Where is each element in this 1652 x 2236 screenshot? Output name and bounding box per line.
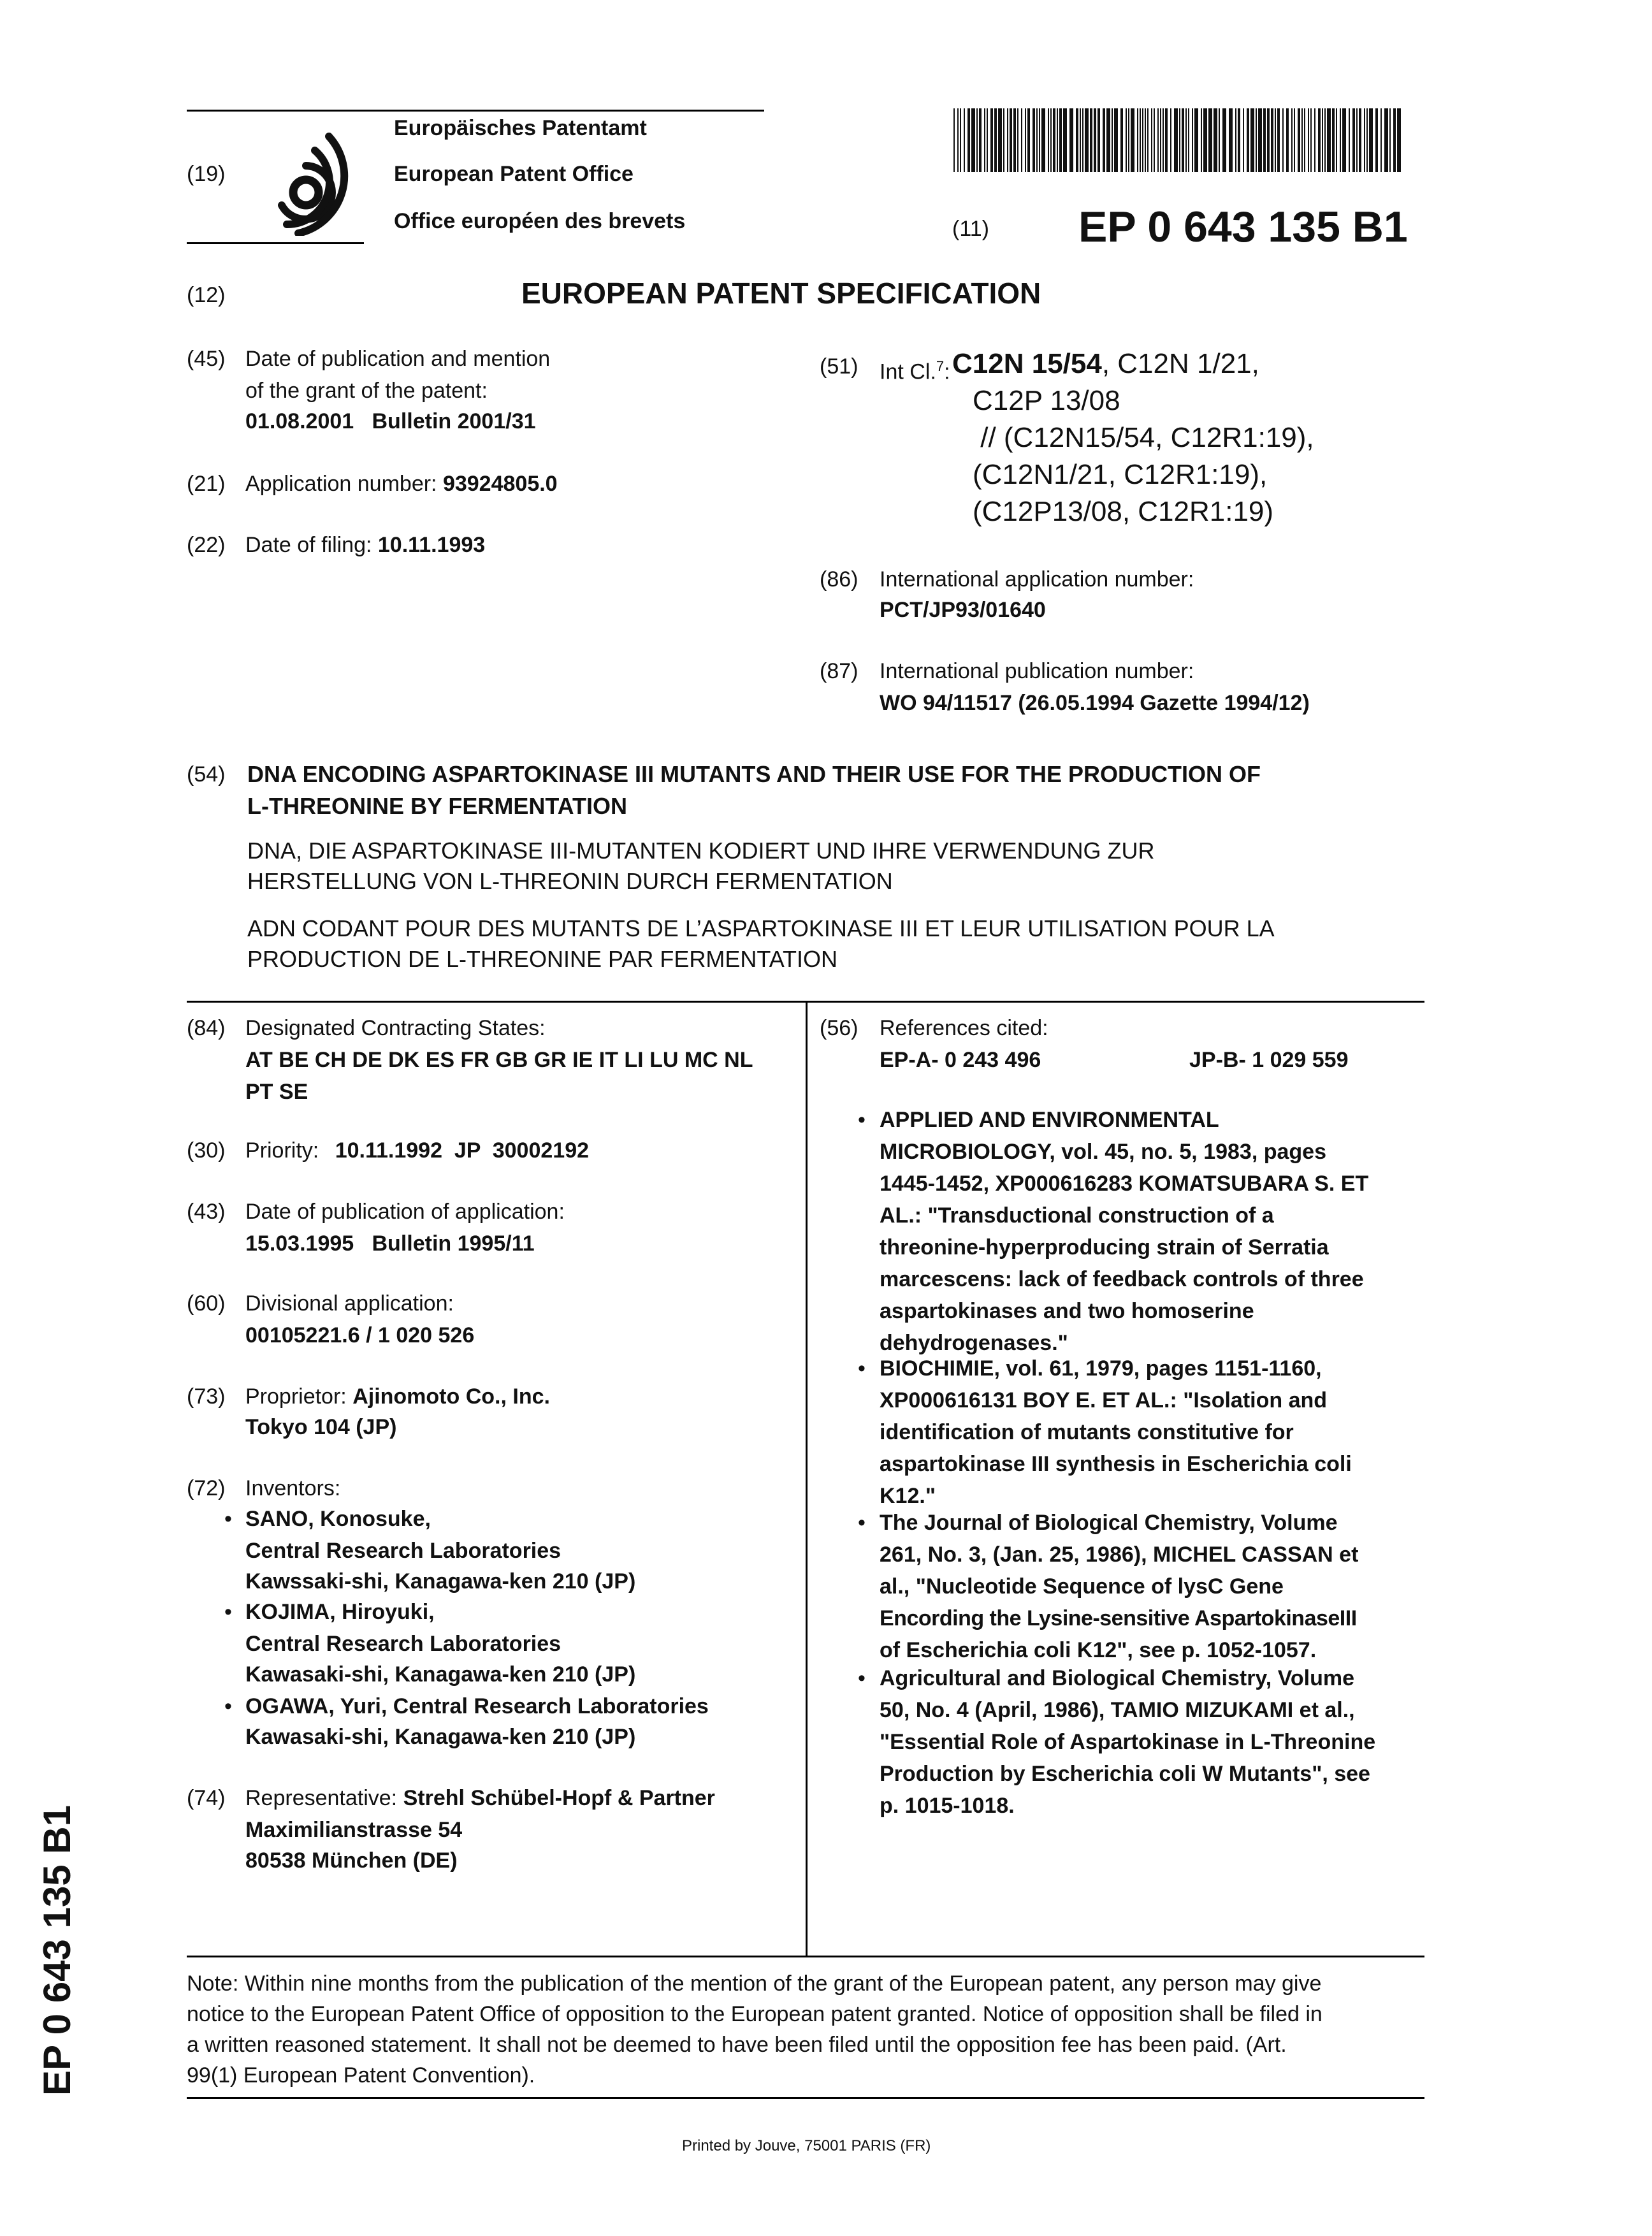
barcode-bar xyxy=(1059,108,1062,172)
reference-4 xyxy=(880,1662,1375,1822)
inid-60: (60) xyxy=(187,1291,226,1316)
inid-73: (73) xyxy=(187,1384,226,1409)
barcode-bar xyxy=(1140,108,1141,172)
barcode-bar xyxy=(1208,108,1212,172)
barcode-bar xyxy=(1229,108,1233,172)
barcode-bar xyxy=(1247,108,1249,172)
reference-3-line: 261, No. 3, (Jan. 25, 1986), MICHEL CASSAN et xyxy=(880,1543,1359,1567)
barcode-bar xyxy=(957,108,959,172)
epo-logo-icon xyxy=(268,121,370,236)
inid-86: (86) xyxy=(820,567,859,592)
barcode-bar xyxy=(1114,108,1118,172)
barcode-bar xyxy=(1053,108,1055,172)
barcode-bar xyxy=(1256,108,1257,172)
barcode-bar xyxy=(1120,108,1123,172)
barcode-bar xyxy=(998,108,1002,172)
grant-date-value: 01.08.2001 Bulletin 2001/31 xyxy=(245,409,536,433)
inid-19: (19) xyxy=(187,162,226,186)
grant-date-label-2: of the grant of the patent: xyxy=(245,379,488,403)
barcode-bar xyxy=(984,108,985,172)
representative xyxy=(245,1782,715,1814)
reference-1-line: marcescens: lack of feedback controls of three xyxy=(880,1267,1364,1291)
inid-43: (43) xyxy=(187,1200,226,1224)
inid-21: (21) xyxy=(187,472,226,496)
reference-4-line: Agricultural and Biological Chemistry, Volume xyxy=(880,1666,1354,1690)
barcode-bar xyxy=(1069,108,1073,172)
barcode-bar xyxy=(1154,108,1155,172)
inid-51: (51) xyxy=(820,354,859,379)
barcode-bar xyxy=(1397,108,1401,172)
barcode-bar xyxy=(1294,108,1295,172)
priority-value: 10.11.1992 JP 30002192 xyxy=(335,1138,590,1163)
barcode-bar xyxy=(1137,108,1138,172)
footer-rule xyxy=(187,2097,1424,2099)
barcode-bar xyxy=(964,108,965,172)
reference-1-line: AL.: "Transductional construction of a xyxy=(880,1203,1274,1228)
office-name-fr: Office européen des brevets xyxy=(394,209,686,233)
grant-date-label-1: Date of publication and mention xyxy=(245,347,551,371)
barcode-bar xyxy=(1103,108,1105,172)
barcode-bar xyxy=(1013,108,1016,172)
barcode-bar xyxy=(1352,108,1355,172)
designated-states-label: Designated Contracting States: xyxy=(245,1016,546,1040)
barcode-bar xyxy=(1238,108,1240,172)
barcode-bar xyxy=(1036,108,1038,172)
barcode-bar xyxy=(1277,108,1280,172)
inid-72: (72) xyxy=(187,1476,226,1500)
barcode-bar xyxy=(1282,108,1284,172)
barcode-bar xyxy=(1219,108,1220,172)
barcode-bar xyxy=(1314,108,1315,172)
barcode-bar xyxy=(1179,108,1180,172)
opposition-note xyxy=(187,1968,1424,2091)
barcode-bar xyxy=(1267,108,1270,172)
reference-1 xyxy=(880,1104,1368,1359)
title-en-line-1: DNA ENCODING ASPARTOKINASE III MUTANTS AND THEIR USE FOR THE PRODUCTION OF xyxy=(247,761,1261,787)
patent-reference-2: JP-B- 1 029 559 xyxy=(1189,1048,1349,1072)
reference-3-line: Encording the Lysine-sensitive AspartokinaseIII xyxy=(880,1606,1357,1630)
barcode-bar xyxy=(1250,108,1254,172)
note-line: a written reasoned statement. It shall not be deemed to have been filed until the opposition fee has been paid. (Art. xyxy=(187,2033,1287,2057)
intl-publication-label: International publication number: xyxy=(880,659,1194,683)
barcode-bar xyxy=(1080,108,1081,172)
barcode-bar xyxy=(1332,108,1335,172)
inventor-1-name: SANO, Konosuke, xyxy=(245,1507,431,1531)
patent-reference-1: EP-A- 0 243 496 xyxy=(880,1048,1041,1072)
barcode-bar xyxy=(1007,108,1008,172)
barcode-bar xyxy=(1098,108,1100,172)
title-de-line-2: HERSTELLUNG VON L-THREONIN DURCH FERMENTATION xyxy=(247,868,893,894)
inventor-1-address: Kawssaki-shi, Kanagawa-ken 210 (JP) xyxy=(245,1569,636,1594)
barcode-bar xyxy=(1271,108,1273,172)
barcode-bar xyxy=(1025,108,1026,172)
inventor-3-name: OGAWA, Yuri, Central Research Laboratories xyxy=(245,1694,709,1718)
barcode-bar xyxy=(1384,108,1388,172)
barcode-bar xyxy=(1032,108,1035,172)
inventor-2-bullet: • xyxy=(224,1600,232,1624)
barcode-bar xyxy=(1142,108,1143,172)
barcode-bar xyxy=(1243,108,1244,172)
barcode-bar xyxy=(1369,108,1373,172)
reference-2-line: XP000616131 BOY E. ET AL.: "Isolation and xyxy=(880,1388,1328,1412)
references-cited-label: References cited: xyxy=(880,1016,1048,1040)
priority xyxy=(245,1135,589,1166)
application-number xyxy=(245,468,558,500)
header-rule-top xyxy=(187,110,764,112)
ipc-line-3: // (C12N15/54, C12R1:19), xyxy=(973,422,1314,453)
note-line: notice to the European Patent Office of opposition to the European patent granted. Notice of opposition shall be filed in xyxy=(187,2002,1322,2026)
reference-4-line: 50, No. 4 (April, 1986), TAMIO MIZUKAMI et al., xyxy=(880,1698,1355,1722)
intl-publication-value: WO 94/11517 (26.05.1994 Gazette 1994/12) xyxy=(880,691,1310,715)
inid-74: (74) xyxy=(187,1786,226,1810)
barcode-bar xyxy=(1336,108,1337,172)
representative-label: Representative: xyxy=(245,1786,403,1810)
reference-4-line: "Essential Role of Aspartokinase in L-Threonine xyxy=(880,1730,1376,1754)
reference-1-line: dehydrogenases." xyxy=(880,1331,1068,1355)
barcode-bar xyxy=(1147,108,1148,172)
inid-30: (30) xyxy=(187,1138,226,1163)
barcode-bar xyxy=(1318,108,1321,172)
inid-84: (84) xyxy=(187,1016,226,1040)
reference-2-bullet: • xyxy=(858,1356,866,1381)
barcode-bar xyxy=(967,108,970,172)
barcode-bar xyxy=(1041,108,1045,172)
note-line: 99(1) European Patent Convention). xyxy=(187,2063,535,2087)
barcode-bar xyxy=(1194,108,1198,172)
barcode-bar xyxy=(1076,108,1078,172)
intl-application-label: International application number: xyxy=(880,567,1194,592)
barcode-bar xyxy=(1027,108,1030,172)
title-fr-line-1: ADN CODANT POUR DES MUTANTS DE L’ASPARTOKINASE III ET LEUR UTILISATION POUR LA xyxy=(247,915,1275,941)
barcode-bar xyxy=(1340,108,1341,172)
int-cl-edition: 7 xyxy=(936,358,945,374)
barcode-bar xyxy=(1364,108,1365,172)
proprietor-name: Ajinomoto Co., Inc. xyxy=(352,1384,550,1409)
inventor-1-affiliation: Central Research Laboratories xyxy=(245,1539,562,1563)
barcode-bar xyxy=(1131,108,1134,172)
reference-4-line: Production by Escherichia coli W Mutants", see xyxy=(880,1762,1370,1786)
ipc-line-1-rest: , C12N 1/21, xyxy=(1101,348,1259,379)
barcode-bar xyxy=(1263,108,1266,172)
publication-number: EP 0 643 135 B1 xyxy=(1078,203,1408,251)
barcode-bar xyxy=(994,108,997,172)
barcode xyxy=(952,108,1405,178)
title-fr-line-2: PRODUCTION DE L-THREONINE PAR FERMENTATION xyxy=(247,946,838,972)
barcode-bar xyxy=(1298,108,1300,172)
title-en-line-2: L-THREONINE BY FERMENTATION xyxy=(247,793,627,819)
intl-application-value: PCT/JP93/01640 xyxy=(880,598,1046,622)
reference-1-line: threonine-hyperproducing strain of Serratia xyxy=(880,1235,1329,1260)
barcode-bar xyxy=(1359,108,1361,172)
barcode-bar xyxy=(1057,108,1058,172)
inid-22: (22) xyxy=(187,533,226,557)
inventor-2-affiliation: Central Research Laboratories xyxy=(245,1632,562,1656)
barcode-bar xyxy=(1349,108,1350,172)
proprietor xyxy=(245,1381,550,1412)
barcode-bar xyxy=(1010,108,1012,172)
reference-4-bullet: • xyxy=(858,1666,866,1690)
inventor-1-bullet: • xyxy=(224,1507,232,1531)
barcode-bar xyxy=(1017,108,1018,172)
application-publication-value: 15.03.1995 Bulletin 1995/11 xyxy=(245,1231,535,1256)
barcode-bar xyxy=(1090,108,1092,172)
representative-name: Strehl Schübel-Hopf & Partner xyxy=(403,1786,715,1810)
document-kind-title: EUROPEAN PATENT SPECIFICATION xyxy=(521,277,1041,310)
inid-12: (12) xyxy=(187,283,226,307)
barcode-bar xyxy=(1170,108,1171,172)
designated-states-line-2: PT SE xyxy=(245,1080,308,1104)
application-number-label: Application number: xyxy=(245,472,443,496)
barcode-bar xyxy=(1082,108,1083,172)
barcode-bar xyxy=(1291,108,1293,172)
barcode-bar xyxy=(1048,108,1049,172)
inventors-label: Inventors: xyxy=(245,1476,341,1500)
barcode-bar xyxy=(1039,108,1040,172)
columns-rule-bottom xyxy=(187,1956,1424,1957)
barcode-bar xyxy=(1375,108,1378,172)
barcode-bar xyxy=(976,108,978,172)
int-cl-label: Int Cl.$^7$: xyxy=(880,358,950,384)
barcode-bar xyxy=(1151,108,1152,172)
barcode-bar xyxy=(1201,108,1202,172)
inventor-2-name: KOJIMA, Hiroyuki, xyxy=(245,1600,435,1624)
barcode-bar xyxy=(1310,108,1312,172)
filing-date-value: 10.11.1993 xyxy=(377,533,486,557)
barcode-bar xyxy=(1380,108,1382,172)
inventor-2-address: Kawasaki-shi, Kanagawa-ken 210 (JP) xyxy=(245,1662,636,1687)
barcode-bar xyxy=(1106,108,1110,172)
column-divider xyxy=(806,1001,808,1957)
reference-1-line: APPLIED AND ENVIRONMENTAL xyxy=(880,1108,1219,1132)
barcode-bar xyxy=(1063,108,1067,172)
reference-2 xyxy=(880,1353,1352,1512)
inid-56: (56) xyxy=(820,1016,859,1040)
application-publication-label: Date of publication of application: xyxy=(245,1200,565,1224)
barcode-bar xyxy=(1050,108,1052,172)
barcode-bar xyxy=(1192,108,1193,172)
inid-45: (45) xyxy=(187,347,226,371)
reference-2-line: aspartokinase III synthesis in Escherichia coli xyxy=(880,1452,1352,1476)
barcode-bar xyxy=(1304,108,1305,172)
ipc-line-5: (C12P13/08, C12R1:19) xyxy=(973,496,1274,527)
title-de-line-1: DNA, DIE ASPARTOKINASE III-MUTANTEN KODIERT UND IHRE VERWENDUNG ZUR xyxy=(247,838,1155,864)
barcode-bar xyxy=(1112,108,1113,172)
barcode-bar xyxy=(1157,108,1159,172)
barcode-bar xyxy=(1342,108,1346,172)
int-cl-text: Int Cl. xyxy=(880,359,936,384)
barcode-bar xyxy=(1163,108,1164,172)
barcode-bar xyxy=(990,108,993,172)
divisional-application-value: 00105221.6 / 1 020 526 xyxy=(245,1323,475,1347)
filing-date-label: Date of filing: xyxy=(245,533,378,557)
barcode-bar xyxy=(1389,108,1391,172)
barcode-bar xyxy=(1286,108,1289,172)
divisional-application-label: Divisional application: xyxy=(245,1291,454,1316)
inid-54: (54) xyxy=(187,762,226,787)
barcode-bar xyxy=(953,108,955,172)
barcode-bar xyxy=(1356,108,1358,172)
representative-street: Maximilianstrasse 54 xyxy=(245,1818,463,1842)
barcode-bar xyxy=(1258,108,1262,172)
barcode-bar xyxy=(1366,108,1368,172)
note-line: Note: Within nine months from the publication of the mention of the grant of the European patent, any person may give xyxy=(187,1971,1322,1996)
reference-1-line: 1445-1452, XP000616283 KOMATSUBARA S. ET xyxy=(880,1172,1369,1196)
ipc-line-1 xyxy=(952,345,1259,382)
proprietor-address: Tokyo 104 (JP) xyxy=(245,1415,397,1439)
reference-3 xyxy=(880,1507,1358,1666)
barcode-bar xyxy=(1174,108,1178,172)
reference-2-line: BIOCHIMIE, vol. 61, 1979, pages 1151-1160, xyxy=(880,1356,1322,1381)
header-rule-logo-bottom xyxy=(187,242,364,244)
reference-2-line: K12." xyxy=(880,1484,936,1508)
application-number-value: 93924805.0 xyxy=(442,472,558,496)
reference-3-bullet: • xyxy=(858,1511,866,1535)
ipc-line-2: C12P 13/08 xyxy=(973,385,1120,416)
barcode-bar xyxy=(1085,108,1089,172)
priority-label: Priority: xyxy=(245,1138,325,1163)
barcode-bar xyxy=(1308,108,1309,172)
inid-87: (87) xyxy=(820,659,859,683)
reference-4-line: p. 1015-1018. xyxy=(880,1794,1015,1818)
barcode-bar xyxy=(971,108,975,172)
proprietor-label: Proprietor: xyxy=(245,1384,353,1409)
barcode-bar xyxy=(1021,108,1022,172)
ipc-main: C12N 15/54 xyxy=(952,348,1102,379)
barcode-bar xyxy=(1324,108,1326,172)
representative-city: 80538 München (DE) xyxy=(245,1848,458,1873)
barcode-bar xyxy=(1128,108,1129,172)
printer-footer: Printed by Jouve, 75001 PARIS (FR) xyxy=(682,2137,931,2154)
barcode-bar xyxy=(1327,108,1331,172)
reference-3-line: of Escherichia coli K12", see p. 1052-1057. xyxy=(880,1638,1317,1662)
barcode-bar xyxy=(1214,108,1217,172)
barcode-bar xyxy=(1188,108,1189,172)
barcode-bar xyxy=(1185,108,1187,172)
barcode-bar xyxy=(1275,108,1276,172)
barcode-bar xyxy=(979,108,982,172)
barcode-bar xyxy=(1126,108,1127,172)
office-name-de: Europäisches Patentamt xyxy=(394,116,647,140)
inid-11: (11) xyxy=(952,217,989,241)
barcode-bar xyxy=(1322,108,1323,172)
designated-states-line-1: AT BE CH DE DK ES FR GB GR IE IT LI LU MC NL xyxy=(245,1048,753,1072)
reference-1-line: MICROBIOLOGY, vol. 45, no. 5, 1983, pages xyxy=(880,1140,1326,1164)
barcode-bar xyxy=(1203,108,1207,172)
barcode-bar xyxy=(987,108,988,172)
barcode-bar xyxy=(1301,108,1303,172)
reference-1-line: aspartokinases and two homoserine xyxy=(880,1299,1254,1323)
side-publication-number: EP 0 643 135 B1 xyxy=(36,1805,78,2096)
reference-3-line: al., "Nucleotide Sequence of lysC Gene xyxy=(880,1574,1284,1599)
barcode-bar xyxy=(1165,108,1168,172)
reference-2-line: identification of mutants constitutive for xyxy=(880,1420,1294,1444)
barcode-bar xyxy=(1182,108,1184,172)
barcode-bar xyxy=(1094,108,1096,172)
reference-3-line: The Journal of Biological Chemistry, Volume xyxy=(880,1511,1338,1535)
barcode-bar xyxy=(1160,108,1161,172)
barcode-bar xyxy=(1003,108,1004,172)
reference-1-bullet: • xyxy=(858,1108,866,1132)
office-name-en: European Patent Office xyxy=(394,162,634,186)
barcode-bar xyxy=(1235,108,1236,172)
filing-date xyxy=(245,529,485,561)
barcode-bar xyxy=(960,108,961,172)
ipc-line-4: (C12N1/21, C12R1:19), xyxy=(973,459,1268,490)
inventor-3-address: Kawasaki-shi, Kanagawa-ken 210 (JP) xyxy=(245,1725,636,1749)
barcode-bar xyxy=(1222,108,1226,172)
barcode-bar xyxy=(1145,108,1146,172)
inventor-3-bullet: • xyxy=(224,1694,232,1718)
barcode-bar xyxy=(1393,108,1396,172)
